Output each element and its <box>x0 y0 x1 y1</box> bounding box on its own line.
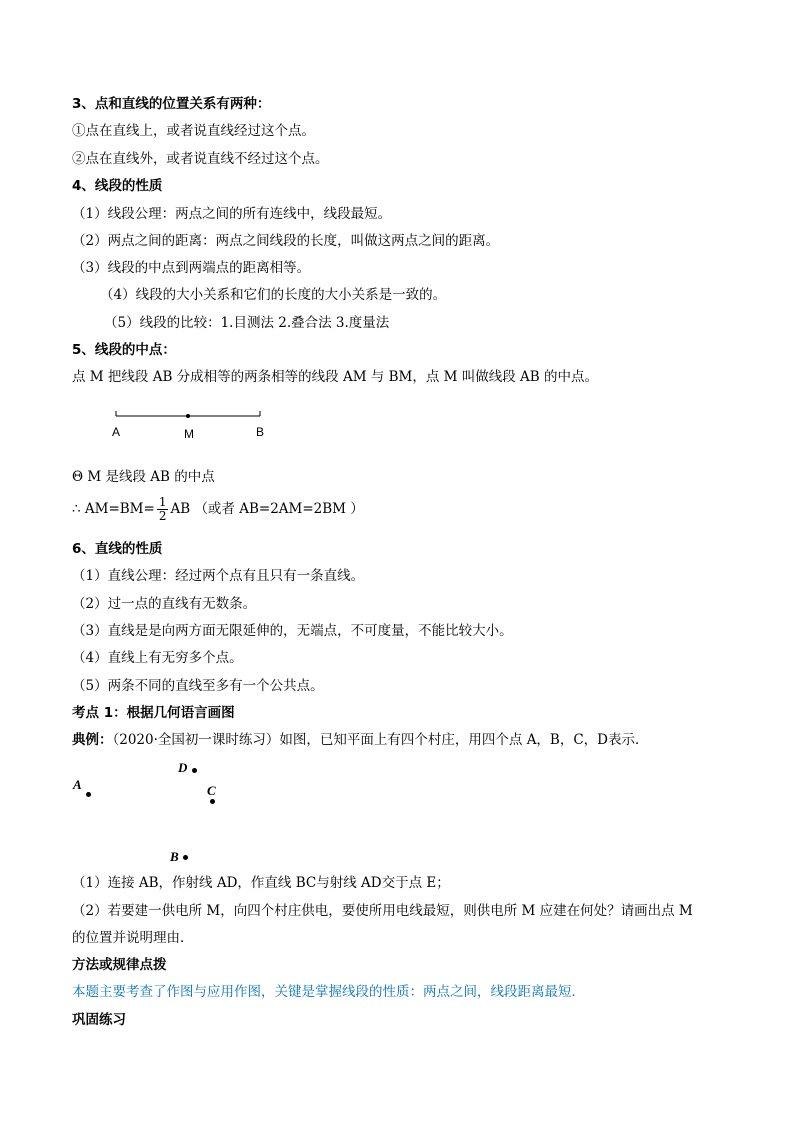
fraction-one-half <box>157 496 169 523</box>
example-line <box>72 731 649 749</box>
section4-item-3: （3）线段的中点到两端点的距离相等。 <box>72 260 311 276</box>
section6-item-3: （3）直线是是向两方面无限延伸的，无端点，不可度量，不能比较大小。 <box>72 623 513 639</box>
section4-item-1: （1）线段公理：两点之间的所有连线中，线段最短。 <box>72 206 392 222</box>
method-text: 本题主要考查了作图与应用作图，关键是掌握线段的性质：两点之间，线段距离最短． <box>72 984 585 1000</box>
kaodian-title: 考点 1：根据几何语言画图 <box>72 705 235 721</box>
section6-title: 6、直线的性质 <box>72 541 163 557</box>
question-2-cont: 的位置并说明理由． <box>72 930 194 946</box>
label-b: B <box>256 425 265 439</box>
section6-item-5: （5）两条不同的直线至多有一个公共点。 <box>72 678 324 694</box>
section3-item-2: ②点在直线外，或者说直线不经过这个点。 <box>72 151 329 167</box>
since-statement: Θ M 是线段 AB 的中点 <box>72 469 215 485</box>
section4-title: 4、线段的性质 <box>72 178 163 194</box>
point-b-label: B <box>170 849 179 864</box>
point-a-label: A <box>73 777 82 792</box>
section5-text: 点 M 把线段 AB 分成相等的两条相等的线段 AM 与 BM，点 M 叫做线段 AB 的中点。 <box>72 369 599 385</box>
therefore-suffix: AB （或者 AB=2AM=2BM ） <box>170 501 364 517</box>
section6-item-1: （1）直线公理：经过两个点有且只有一条直线。 <box>72 568 365 584</box>
point-a <box>86 792 91 797</box>
section4-item-2: （2）两点之间的距离：两点之间线段的长度，叫做这两点之间的距离。 <box>72 233 500 249</box>
practice-title: 巩固练习 <box>72 1012 126 1028</box>
segment-diagram <box>110 404 270 444</box>
section3-title: 3、点和直线的位置关系有两种： <box>72 96 271 112</box>
point-c-label: C <box>207 783 216 798</box>
label-m: M <box>184 427 194 441</box>
section5-title: 5、线段的中点： <box>72 342 176 358</box>
example-label: 典例： <box>72 732 113 748</box>
method-title: 方法或规律点拨 <box>72 957 167 973</box>
section6-item-4: （4）直线上有无穷多个点。 <box>72 650 243 666</box>
label-a: A <box>112 425 121 439</box>
question-2: （2）若要建一供电所 M，向四个村庄供电，要使所用电线最短，则供电所 M 应建在何处？请画出点 M <box>72 903 693 919</box>
question-1: （1）连接 AB，作射线 AD，作直线 BC与射线 AD交于点 E； <box>72 875 450 891</box>
section4-item-4: （4）线段的大小关系和它们的长度的大小关系是一致的。 <box>100 287 447 303</box>
fraction-numerator: 1 <box>158 495 167 509</box>
therefore-statement <box>72 494 364 524</box>
point-b <box>183 855 188 860</box>
therefore-prefix: ∴ AM=BM= <box>72 501 155 517</box>
segment-ab-figure <box>110 404 270 424</box>
section6-item-2: （2）过一点的直线有无数条。 <box>72 596 257 612</box>
section3-item-1: ①点在直线上，或者说直线经过这个点。 <box>72 123 315 139</box>
fraction-denominator: 2 <box>158 509 167 523</box>
section4-item-5: （5）线段的比较：1.目测法 2.叠合法 3.度量法 <box>104 315 390 331</box>
point-d-label: D <box>178 760 188 775</box>
point-d <box>192 768 197 773</box>
point-c <box>210 799 215 804</box>
example-text: （2020·全国初一课时练习）如图，已知平面上有四个村庄，用四个点 A，B，C，D表示． <box>112 732 649 748</box>
